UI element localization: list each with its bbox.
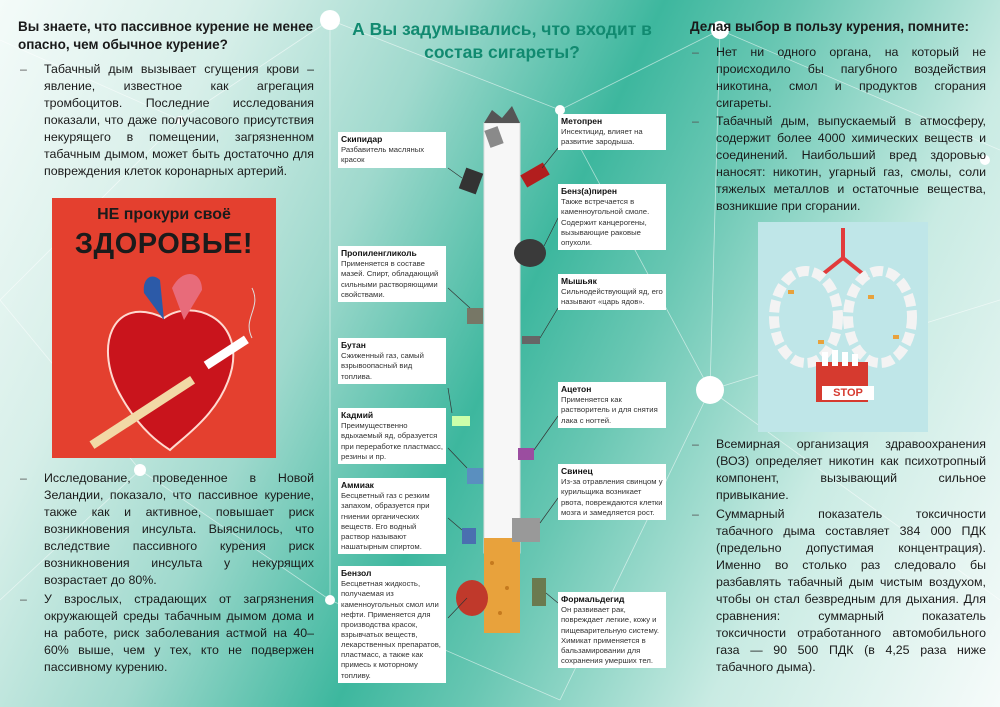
ingredient-label-ammonia: Аммиак Бесцветный газ с резким запахом, образуется при гниении органических веществ. Его водный раствор называют нашатырным спиртом. <box>338 478 446 554</box>
ingredient-label-cadmium: Кадмий Преимущественно вдыхаемый яд, образуется при переработке пластмасс, резины и пр. <box>338 408 446 464</box>
right-paragraph-4: – Суммарный показатель токсичности табачного дыма составляет 384 000 ПДК (предельно допустимая концентрация). Именно во столько раз следовало бы разбавлять табачный дым чистым воздухом, чтобы он стал безвредным для дыхания. Для сравнения: суммарный показатель токсичности отработанного автомобильного газа — 90 500 ПДК (в 4,25 раза ниже табачного дыма). <box>690 506 986 676</box>
heart-icon <box>52 198 276 458</box>
lungs-cigarettes-image <box>758 222 928 432</box>
ingredient-label-butane: Бутан Сжиженный газ, самый взрывоопасный вид топлива. <box>338 338 446 384</box>
ingredient-label-lead: Свинец Из-за отравления свинцом у курильщика возникает рвота, повреждаются клетки мозга и замедляется рост. <box>558 464 666 520</box>
ingredient-label-arsenic: Мышьяк Сильнодействующий яд, его называют «царь ядов». <box>558 274 666 310</box>
ingredient-label-benzene: Бензол Бесцветная жидкость, получаемая из каменноугольных смол или нефти. Применяется для производства красок, взрывчатых веществ, лекарственных препаратов, пластмасс, а также как примесь к моторному топливу. <box>338 566 446 683</box>
poster-line-2: ЗДОРОВЬЕ! <box>74 228 254 260</box>
right-bottom <box>690 436 986 678</box>
stop-label: STOP <box>833 387 863 399</box>
lungs-icon <box>758 222 928 432</box>
middle-column <box>322 18 682 698</box>
left-paragraph-3: – У взрослых, страдающих от загрязнения окружающей среды табачным дымом дома и на работе, риск заболевания астмой на 40–60% выше, чем у тех, кто не подвержен пассивному курению. <box>18 591 314 676</box>
ingredient-label-acetone: Ацетон Применяется как растворитель и для снятия лака с ногтей. <box>558 382 666 428</box>
right-heading: Делая выбор в пользу курения, помните: <box>690 19 969 34</box>
ingredient-label-turpentine: Скипидар Разбавитель масляных красок <box>338 132 446 168</box>
ingredient-label-benzopyrene: Бенз(а)пирен Также встречается в каменноугольной смоле. Содержит канцерогены, вызывающие раковые опухоли. <box>558 184 666 250</box>
right-paragraph-1: – Нет ни одного органа, на который не происходило бы пагубного воздействия никотина, смол и продуктов сгорания сигареты. <box>690 44 986 112</box>
ingredient-label-formaldehyde: Формальдегид Он развивает рак, повреждает легкие, кожу и пищеварительную систему. Химикат применяется в бальзамировании для сохранения умерших тел. <box>558 592 666 668</box>
poster-line-1: НЕ прокури своё <box>97 206 231 223</box>
ingredient-label-propylene-glycol: Пропиленгликоль Применяется в составе мазей. Спирт, обладающий сильными растворяющими свойствами. <box>338 246 446 302</box>
left-paragraph-2: – Исследование, проведенное в Новой Зеландии, показало, что пассивное курение, также как и активное, повышает риск возникновения инсульта. Выяснилось, что вследствие пассивного курения риск возникновения инсульта у некурящих возрастает до 80%. <box>18 470 314 589</box>
right-column <box>690 18 986 217</box>
middle-title: А Вы задумывались, что входит в состав сигареты? <box>352 19 652 62</box>
left-column <box>18 18 314 182</box>
left-paragraph-1: – Табачный дым вызывает сгущения крови – явление, известное как агрегация тромбоцитов. Последние исследования показали, что даже получасового присутствия некурящего в помещении, загрязненном табачным дымом, может быть достаточно для повреждения клеток коронарных артерий. <box>18 61 314 180</box>
right-paragraph-2: – Табачный дым, выпускаемый в атмосферу, содержит более 4000 химических веществ и соединений. Наибольший вред здоровью наносят: никотин, угарный газ, смолы, соли тяжелых металлов и остаточные вещества, возникшие при сгорании. <box>690 113 986 215</box>
left-bottom <box>18 470 314 678</box>
right-paragraph-3: – Всемирная организация здравоохранения (ВОЗ) определяет никотин как психотропный компонент, вызывающий сильное привыкание. <box>690 436 986 504</box>
left-heading: Вы знаете, что пассивное курение не менее опасно, чем обычное курение? <box>18 19 314 52</box>
ingredient-label-methoprene: Метопрен Инсектицид, влияет на развитие зародыша. <box>558 114 666 150</box>
poster-image <box>52 198 276 458</box>
